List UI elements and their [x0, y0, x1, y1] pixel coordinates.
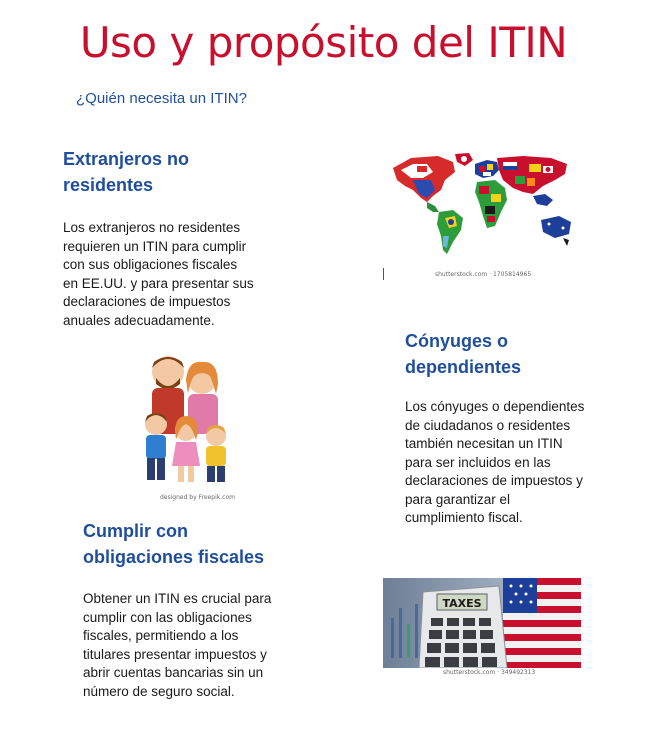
body-line: anuales adecuadamente.	[63, 312, 215, 328]
body-line: declaraciones de impuestos	[63, 294, 231, 309]
heading-line: obligaciones fiscales	[83, 547, 265, 567]
family-graphic	[132, 350, 242, 490]
body-line: de ciudadanos o residentes	[405, 417, 571, 433]
family-caption: designed by Freepik.com	[160, 494, 235, 501]
map-divider	[383, 268, 384, 280]
body-line: con sus obligaciones fiscales	[63, 257, 238, 272]
heading-line: residentes	[63, 175, 154, 195]
body-line: abrir cuentas bancarias sin un	[83, 665, 264, 680]
body-line: también necesitan un ITIN	[405, 436, 563, 451]
world-map-caption: shutterstock.com · 1705814965	[435, 271, 532, 278]
body-line: declaraciones de impuestos y	[405, 473, 583, 488]
world-flags-map-image	[383, 150, 583, 282]
body-line: Obtener un ITIN es crucial para	[83, 591, 272, 606]
body-line: titulares presentar impuestos y	[83, 646, 267, 662]
section-heading-cumplir	[83, 518, 264, 570]
section-heading-conyuges	[405, 328, 521, 380]
taxes-calculator-image	[383, 578, 581, 676]
section-body-cumplir	[83, 590, 271, 701]
body-line: cumplimiento fiscal.	[405, 510, 523, 525]
body-line: en EE.UU. y para presentar sus	[63, 275, 254, 291]
section-heading-extranjeros	[63, 146, 189, 198]
body-line: Los extranjeros no residentes	[63, 220, 241, 235]
family-illustration	[132, 350, 242, 502]
body-line: para garantizar el	[405, 491, 511, 507]
world-map-graphic	[383, 150, 583, 260]
page-subtitle: ¿Quién necesita un ITIN?	[76, 90, 247, 107]
taxes-caption: shutterstock.com · 349492313	[443, 669, 536, 676]
heading-line: Extranjeros no	[63, 149, 190, 169]
section-body-conyuges	[405, 398, 584, 528]
heading-line: Cumplir con	[83, 521, 189, 541]
body-line: Los cónyuges o dependientes	[405, 399, 585, 414]
heading-line: dependientes	[405, 357, 522, 377]
body-line: para ser incluidos en las	[405, 454, 551, 470]
taxes-key-label: TAXES	[442, 597, 482, 610]
body-line: número de seguro social.	[83, 683, 235, 699]
body-line: cumplir con las obligaciones	[83, 609, 252, 625]
page-title: Uso y propósito del ITIN	[79, 18, 568, 67]
body-line: requieren un ITIN para cumplir	[63, 238, 247, 254]
section-body-extranjeros	[63, 219, 254, 330]
taxes-graphic	[383, 578, 581, 668]
heading-line: Cónyuges o	[405, 331, 509, 351]
body-line: fiscales, permitiendo a los	[83, 628, 239, 643]
